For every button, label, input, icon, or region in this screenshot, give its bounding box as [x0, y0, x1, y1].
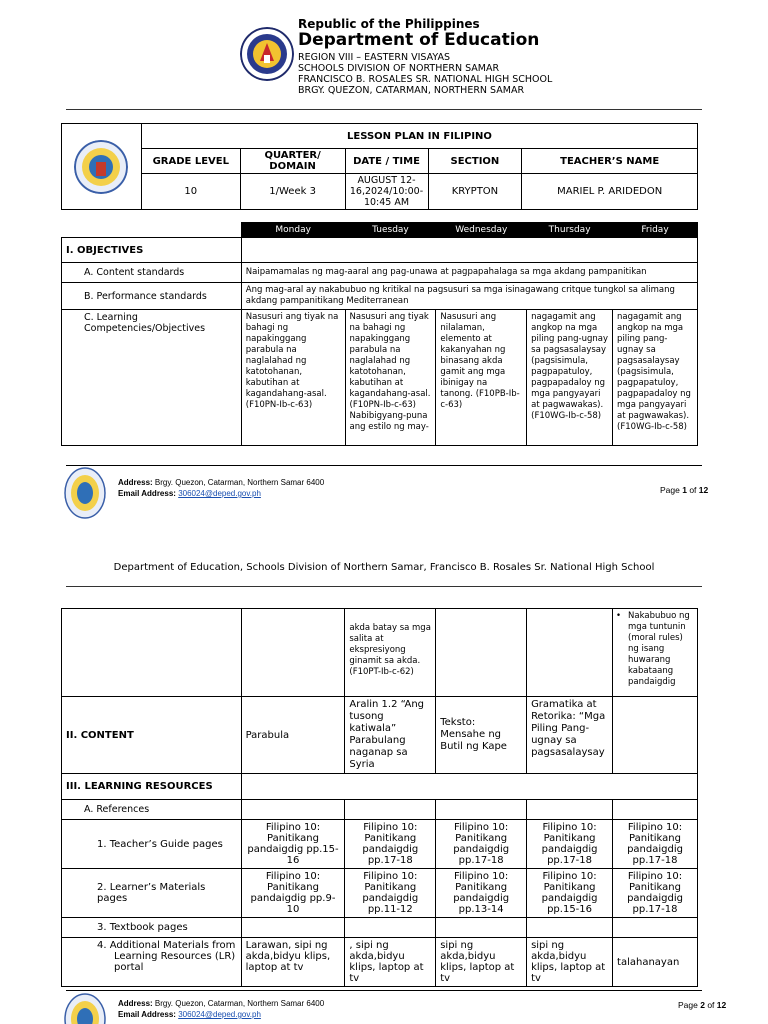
content-resources-table	[61, 608, 698, 987]
lm-wednesday: Filipino 10: Panitikang pandaigdig pp.13-14	[436, 869, 527, 918]
grade-level-value: 10	[141, 174, 240, 210]
address-line: BRGY. QUEZON, CATARMAN, NORTHERN SAMAR	[298, 85, 525, 96]
performance-standards-label: B. Performance standards	[62, 283, 242, 310]
teachers-guide-label: 1. Teacher’s Guide pages	[62, 820, 242, 869]
header-divider	[66, 109, 702, 110]
email-label: Email Address:	[118, 1010, 176, 1019]
school-seal-icon	[64, 467, 106, 519]
school-seal-cell	[62, 124, 142, 210]
tg-wednesday: Filipino 10: Panitikang pandaigdig pp.17-18	[436, 820, 527, 869]
objectives-heading: I. OBJECTIVES	[62, 238, 242, 263]
day-tuesday: Tuesday	[345, 223, 436, 238]
address-label: Address:	[118, 999, 153, 1008]
competency-tuesday: Nasusuri ang tiyak na bahagi ng napakinggang parabula na naglalahad ng katotohanan, kabutihan at kagandahang-asal. (F10PN-Ib-c-63) Nabibigyang-puna ang estilo ng may-	[345, 310, 436, 446]
tg-friday: Filipino 10: Panitikang pandaigdig pp.17-18	[613, 820, 698, 869]
teacher-value: MARIEL P. ARIDEDON	[522, 174, 698, 210]
page2-header: Department of Education, Schools Division of Northern Samar, Francisco B. Rosales Sr. National High School	[113, 562, 655, 573]
content-standards-text: Naipamamalas ng mag-aaral ang pag-unawa at pagpapahalaga sa mga akdang pampanitikan	[241, 263, 697, 283]
lm-monday: Filipino 10: Panitikang pandaigdig pp.9-10	[241, 869, 345, 918]
am-monday: Larawan, sipi ng akda,bidyu klips, laptop at tv	[241, 938, 345, 987]
competency-monday: Nasusuri ang tiyak na bahagi ng napakinggang parabula na naglalahad ng katotohanan, kabutihan at kagandahang-asal. (F10PN-Ib-c-63)	[241, 310, 345, 446]
am-thursday: sipi ng akda,bidyu klips, laptop at tv	[527, 938, 613, 987]
content-monday: Parabula	[241, 697, 345, 774]
page-number-2: Page 2 of 12	[678, 1000, 727, 1010]
day-thursday: Thursday	[527, 223, 613, 238]
school-seal-icon	[64, 993, 106, 1024]
date-time-header: DATE / TIME	[345, 149, 428, 174]
footer1-divider	[66, 465, 702, 466]
objectives-table	[61, 222, 698, 446]
references-label: A. References	[62, 800, 242, 820]
email-link[interactable]: 306024@deped.gov.ph	[178, 489, 261, 498]
date-time-value: AUGUST 12-16,2024/10:00-10:45 AM	[345, 174, 428, 210]
day-friday: Friday	[613, 223, 698, 238]
tg-monday: Filipino 10: Panitikang pandaigdig pp.15-16	[241, 820, 345, 869]
letterhead	[298, 18, 552, 96]
learners-materials-label: 2. Learner’s Materials pages	[62, 869, 242, 918]
email-label: Email Address:	[118, 489, 176, 498]
content-standards-label: A. Content standards	[62, 263, 242, 283]
competency-thursday: nagagamit ang angkop na mga piling pang-ugnay sa pagsasalaysay (pagsisimula, pagpapatuloy, pagpapadaloy ng mga pangyayari at pagwawakas). (F10WG-Ib-c-58)	[527, 310, 613, 446]
content-wednesday: Teksto: Mensahe ng Butil ng Kape	[436, 697, 527, 774]
school-line: FRANCISCO B. ROSALES SR. NATIONAL HIGH SCHOOL	[298, 74, 553, 85]
lesson-plan-title: LESSON PLAN IN FILIPINO	[141, 124, 697, 149]
continued-tuesday: akda batay sa mga salita at ekspresiyong ginamit sa akda. (F10PT-Ib-c-62)	[345, 609, 436, 697]
republic-title: Republic of the Philippines	[298, 17, 480, 31]
competency-wednesday: Nasusuri ang nilalaman, elemento at kakanyahan ng binasang akda gamit ang mga ibinigay na tanong. (F10PB-Ib-c-63)	[436, 310, 527, 446]
section-value: KRYPTON	[428, 174, 522, 210]
competency-friday: nagagamit ang angkop na mga piling pang-ugnay sa pagsasalaysay (pagsisimula, pagpapatuloy, pagpapadaloy ng mga pangyayari at pagwawakas). (F10WG-Ib-c-58)	[613, 310, 698, 446]
footer2-divider	[66, 990, 702, 991]
teacher-header: TEACHER’S NAME	[522, 149, 698, 174]
continued-friday: Nakabubuo ng mga tuntunin (moral rules) ng isang huwarang kabataang pandaigdig	[628, 611, 690, 687]
lesson-info-table	[61, 123, 698, 210]
content-thursday: Gramatika at Retorika: “Mga Piling Pang-ugnay sa pagsasalaysay	[527, 697, 613, 774]
textbook-label: 3. Textbook pages	[62, 918, 242, 938]
region-line: REGION VIII – EASTERN VISAYAS	[298, 52, 450, 63]
day-monday: Monday	[241, 223, 345, 238]
tg-thursday: Filipino 10: Panitikang pandaigdig pp.17-18	[527, 820, 613, 869]
am-tuesday: , sipi ng akda,bidyu klips, laptop at tv	[345, 938, 436, 987]
performance-standards-text: Ang mag-aral ay nakabubuo ng kritikal na pagsusuri sa mga isinagawang critque tungkol sa alimang akdang pampanitikang Mediterranean	[241, 283, 697, 310]
quarter-header: QUARTER/ DOMAIN	[240, 149, 345, 174]
tg-tuesday: Filipino 10: Panitikang pandaigdig pp.17-18	[345, 820, 436, 869]
school-seal-icon	[74, 140, 128, 194]
content-heading: II. CONTENT	[62, 697, 242, 774]
content-friday	[613, 697, 698, 774]
lm-thursday: Filipino 10: Panitikang pandaigdig pp.15-16	[527, 869, 613, 918]
page-number-1: Page 1 of 12	[660, 485, 709, 495]
resources-heading: III. LEARNING RESOURCES	[62, 774, 242, 800]
additional-materials-label: 4. Additional Materials from Learning Resources (LR) portal	[62, 938, 242, 987]
lm-tuesday: Filipino 10: Panitikang pandaigdig pp.11-12	[345, 869, 436, 918]
deped-seal-icon	[240, 27, 294, 81]
am-wednesday: sipi ng akda,bidyu klips, laptop at tv	[436, 938, 527, 987]
bullet-icon: •	[616, 611, 622, 621]
footer1-contact	[118, 477, 324, 499]
grade-level-header: GRADE LEVEL	[141, 149, 240, 174]
address-label: Address:	[118, 478, 153, 487]
competencies-label: C. Learning Competencies/Objectives	[62, 310, 242, 446]
address-value: Brgy. Quezon, Catarman, Northern Samar 6400	[154, 478, 325, 487]
footer2-contact	[118, 998, 324, 1020]
page2-header-divider	[66, 586, 702, 587]
lm-friday: Filipino 10: Panitikang pandaigdig pp.17-18	[613, 869, 698, 918]
address-value: Brgy. Quezon, Catarman, Northern Samar 6400	[154, 999, 325, 1008]
division-line: SCHOOLS DIVISION OF NORTHERN SAMAR	[298, 63, 500, 74]
day-wednesday: Wednesday	[436, 223, 527, 238]
content-tuesday: Aralin 1.2 “Ang tusong katiwala” Parabulang naganap sa Syria	[345, 697, 436, 774]
am-friday: talahanayan	[613, 938, 698, 987]
quarter-value: 1/Week 3	[240, 174, 345, 210]
section-header: SECTION	[428, 149, 522, 174]
department-title: Department of Education	[298, 30, 540, 50]
email-link[interactable]: 306024@deped.gov.ph	[178, 1010, 261, 1019]
